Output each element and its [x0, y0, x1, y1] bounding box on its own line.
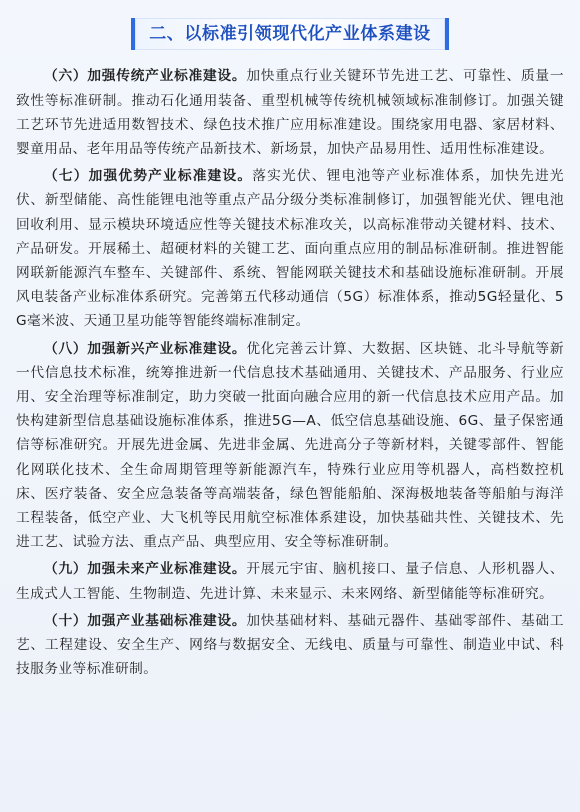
- paragraph-heading-advantage-industry: （七）加强优势产业标准建设。: [44, 168, 253, 185]
- paragraph-text-advantage-industry: 落实光伏、锂电池等产业标准体系，加快先进光伏、新型储能、高性能锂电池等重点产品分级分类标准制修订，加强智能光伏、锂电池回收利用、显示模块环境适应性等关键技术标准攻关，以高标准带动关键材料、技术、产品研发。开展稀土、超硬材料的关键工艺、面向重点应用的制品标准研制。推进智能网联新能源汽车整车、关键部件、系统、智能网联关键技术和基础设施标准研制。开展风电装备产业标准体系研究。完善第五代移动通信（5G）标准体系，推动5G轻量化、5G毫米波、天通卫星功能等智能终端标准制定。: [16, 168, 564, 330]
- section-title: 二、以标准引领现代化产业体系建设: [131, 18, 449, 50]
- paragraph-future-industry: [16, 557, 564, 605]
- paragraph-heading-industrial-foundation: （十）加强产业基础标准建设。: [44, 612, 247, 629]
- paragraph-heading-future-industry: （九）加强未来产业标准建设。: [44, 561, 247, 578]
- paragraph-text-emerging-industry: 优化完善云计算、大数据、区块链、北斗导航等新一代信息技术标准，统筹推进新一代信息技术基础通用、关键技术、产品服务、行业应用、安全治理等标准制定，助力突破一批面向融合应用的新一代信息技术应用产品。加快构建新型信息基础设施标准体系，推进5G—A、低空信息基础设施、6G、量子保密通信等标准研究。开展先进金属、先进非金属、先进高分子等新材料，关键零部件、智能化网联化技术、全生命周期管理等新能源汽车，特殊行业应用等机器人，高档数控机床、医疗装备、安全应急装备等高端装备，绿色智能船舶、深海极地装备等船舶与海洋工程装备，低空产业、大飞机等民用航空标准体系建设，加快基础共性、关键技术、先进工艺、试验方法、重点产品、典型应用、安全等标准研制。: [16, 340, 564, 551]
- paragraph-text-industrial-foundation: 加快基础材料、基础元器件、基础零部件、基础工艺、工程建设、安全生产、网络与数据安全、无线电、质量与可靠性、制造业中试、科技服务业等标准研制。: [16, 612, 564, 678]
- paragraph-industrial-foundation: [16, 609, 564, 682]
- paragraph-traditional-industry: [16, 64, 564, 161]
- paragraph-advantage-industry: [16, 164, 564, 333]
- paragraph-heading-traditional-industry: （六）加强传统产业标准建设。: [44, 68, 247, 85]
- section-heading-wrapper: [16, 18, 564, 50]
- paragraph-text-traditional-industry: 加快重点行业关键环节先进工艺、可靠性、质量一致性等标准研制。推动石化通用装备、重型机械等传统机械领域标准制修订。加强关键工艺环节先进适用数智技术、绿色技术推广应用标准建设。围绕家用电器、家居材料、婴童用品、老年用品等传统产品新技术、新场景，加快产品易用性、适用性标准建设。: [16, 68, 564, 157]
- paragraph-emerging-industry: [16, 337, 564, 555]
- paragraph-heading-emerging-industry: （八）加强新兴产业标准建设。: [44, 340, 247, 357]
- paragraph-text-future-industry: 开展元宇宙、脑机接口、量子信息、人形机器人、生成式人工智能、生物制造、先进计算、未来显示、未来网络、新型储能等标准研究。: [16, 561, 564, 602]
